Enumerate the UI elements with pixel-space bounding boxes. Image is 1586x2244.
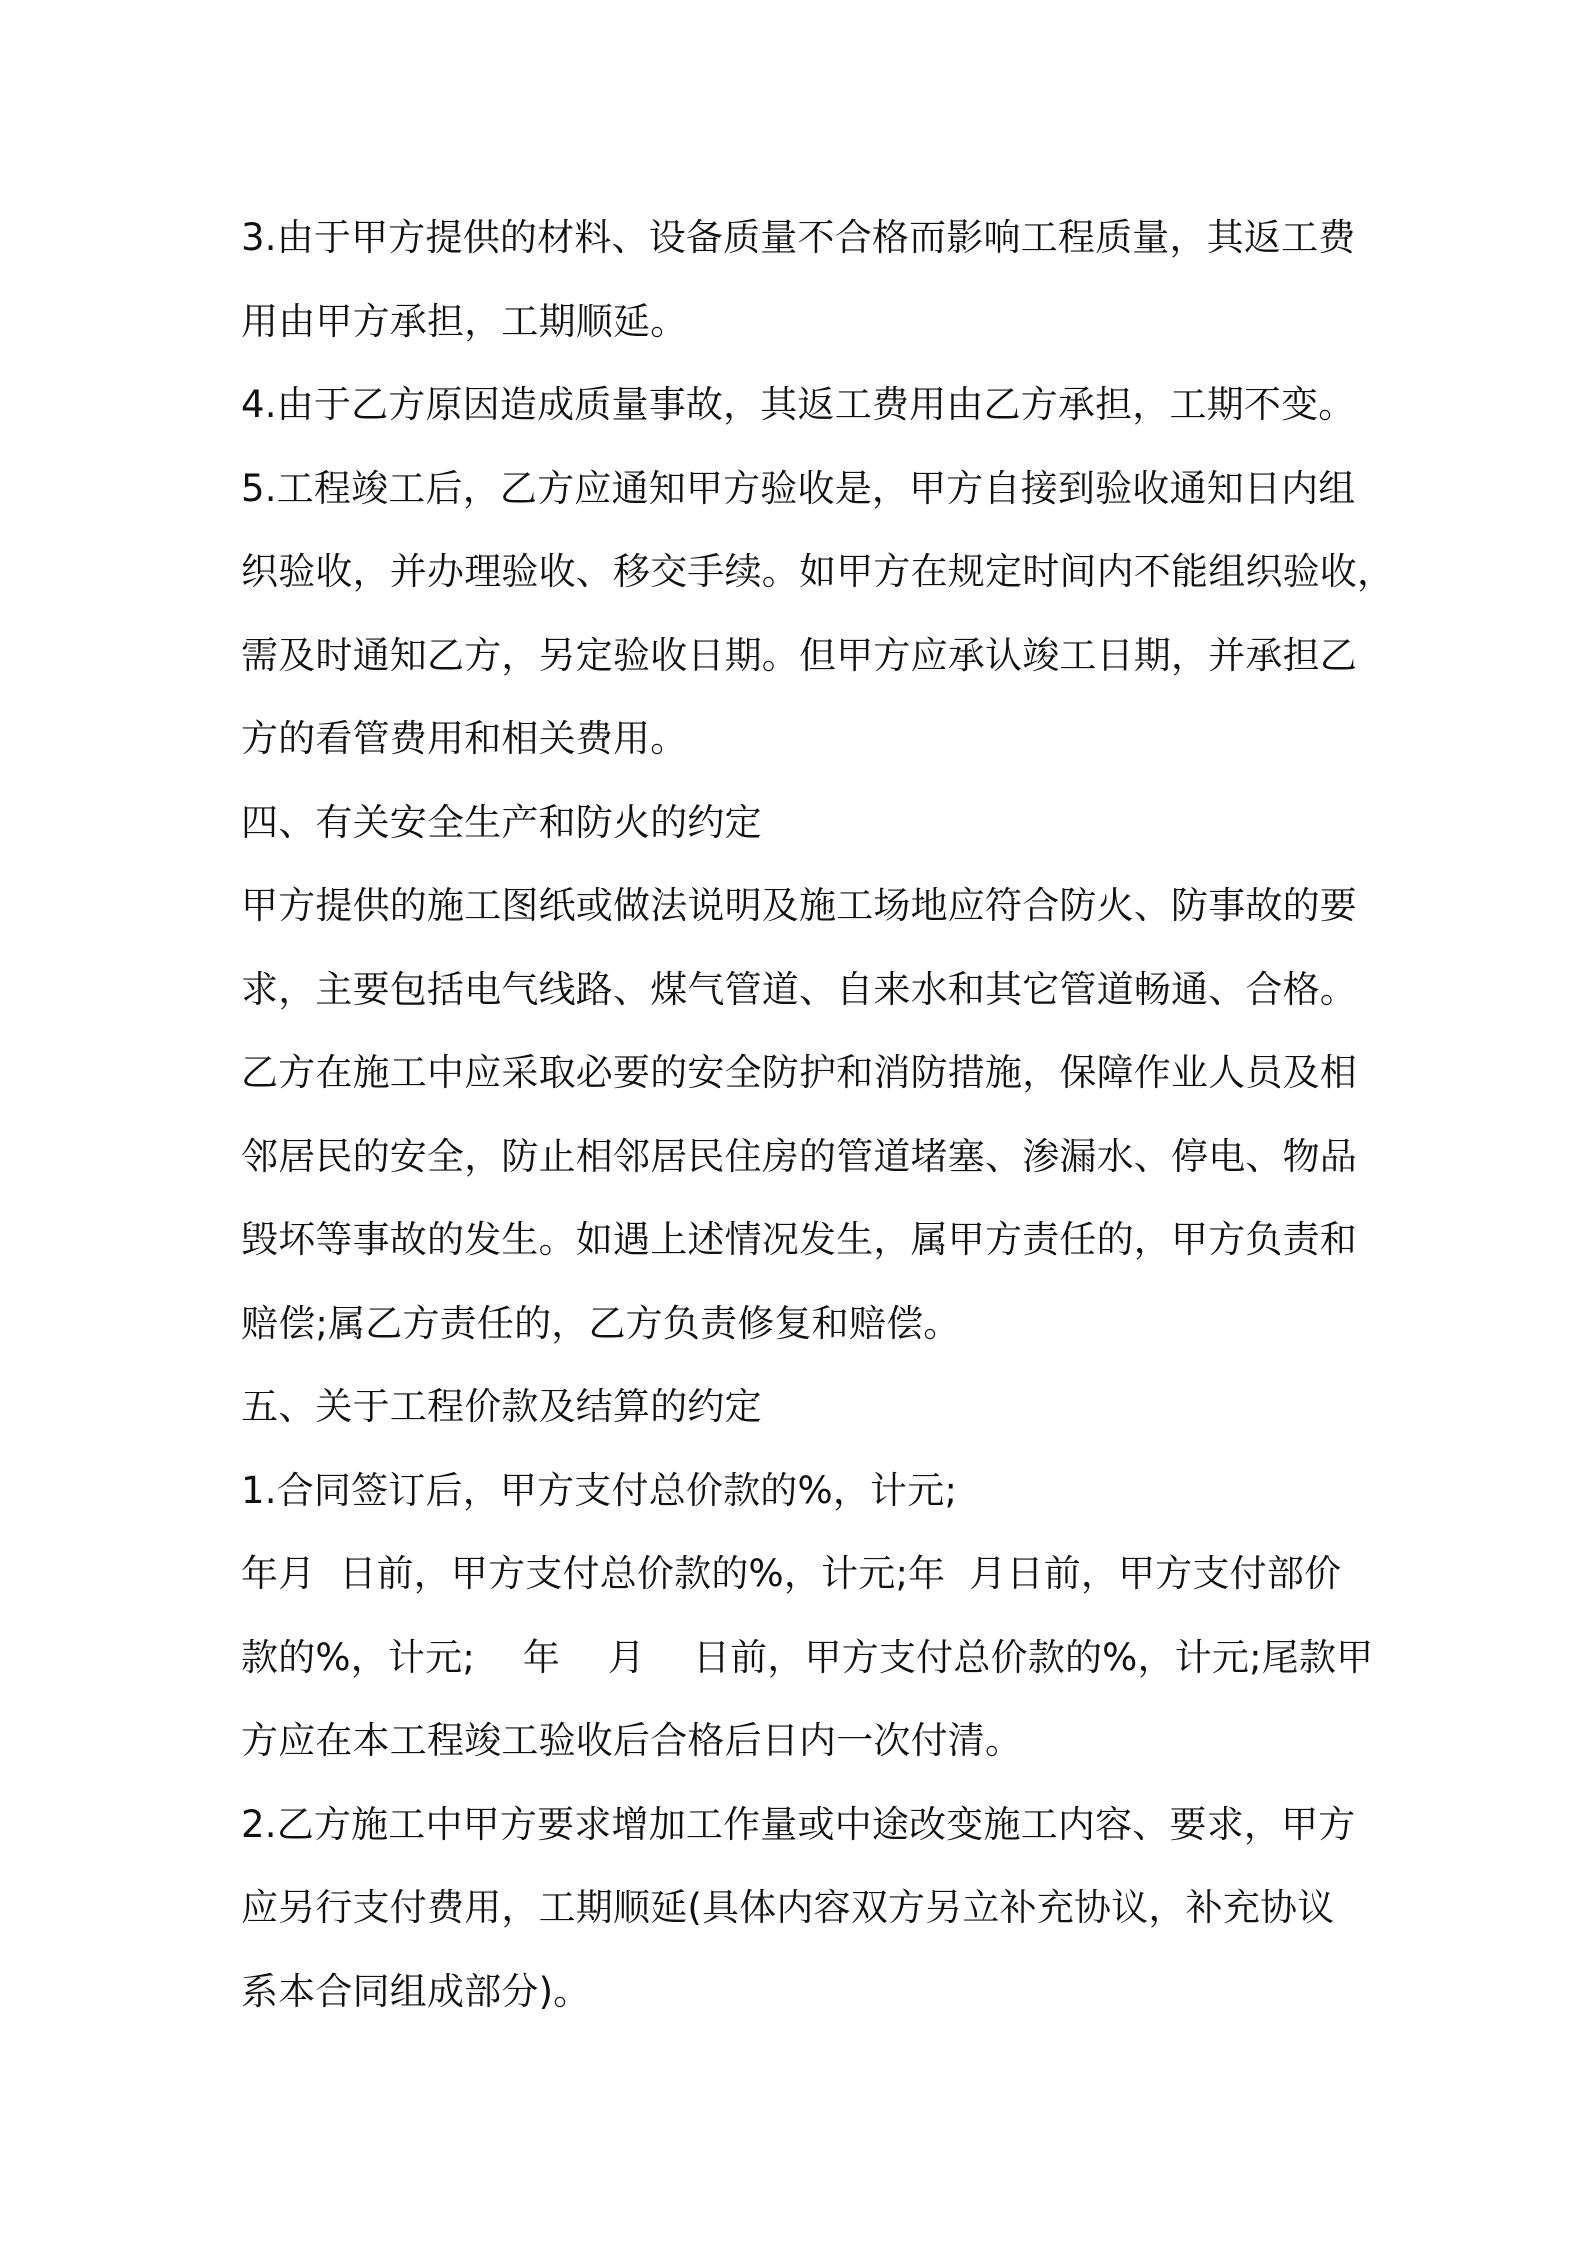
section-heading: 四、有关安全生产和防火的约定 xyxy=(241,800,762,844)
text-line: 3.由于甲方提供的材料、设备质量不合格而影响工程质量，其返工费 xyxy=(241,216,1356,259)
text-line: 4.由于乙方原因造成质量事故，其返工费用由乙方承担，工期不变。 xyxy=(241,383,1356,426)
text-line: 系本合同组成部分)。 xyxy=(241,1969,591,2013)
text-line: 乙方在施工中应采取必要的安全防护和消防措施，保障作业人员及相 xyxy=(241,1051,1357,1094)
text-line: 款的%，计元; 年 月 日前，甲方支付总价款的%，计元;尾款甲 xyxy=(241,1635,1374,1679)
text-line: 需及时通知乙方，另定验收日期。但甲方应承认竣工日期，并承担乙 xyxy=(241,633,1357,677)
text-line: 求，主要包括电气线路、煤气管道、自来水和其它管道畅通、合格。 xyxy=(241,967,1357,1011)
text-line: 织验收，并办理验收、移交手续。如甲方在规定时间内不能组织验收， xyxy=(241,550,1395,593)
section-heading: 五、关于工程价款及结算的约定 xyxy=(241,1385,762,1428)
text-line: 年月 日前，甲方支付总价款的%，计元;年 月日前，甲方支付部价 xyxy=(241,1552,1342,1595)
document-body xyxy=(241,196,1395,2033)
text-line: 邻居民的安全，防止相邻居民住房的管道堵塞、渗漏水、停电、物品 xyxy=(241,1134,1357,1178)
text-line: 甲方提供的施工图纸或做法说明及施工场地应符合防火、防事故的要 xyxy=(241,884,1357,927)
text-line: 方应在本工程竣工验收后合格后日内一次付清。 xyxy=(241,1719,1023,1762)
text-line: 2.乙方施工中甲方要求增加工作量或中途改变施工内容、要求，甲方 xyxy=(241,1802,1356,1846)
text-line: 毁坏等事故的发生。如遇上述情况发生，属甲方责任的，甲方负责和 xyxy=(241,1218,1357,1261)
text-line: 赔偿;属乙方责任的，乙方负责修复和赔偿。 xyxy=(241,1301,961,1345)
text-line: 用由甲方承担，工期顺延。 xyxy=(241,299,688,343)
text-line: 1.合同签订后，甲方支付总价款的%，计元; xyxy=(241,1468,958,1512)
text-line: 方的看管费用和相关费用。 xyxy=(241,717,688,760)
text-line: 应另行支付费用，工期顺延(具体内容双方另立补充协议，补充协议 xyxy=(241,1886,1335,1929)
text-line: 5.工程竣工后，乙方应通知甲方验收是，甲方自接到验收通知日内组 xyxy=(241,466,1356,510)
